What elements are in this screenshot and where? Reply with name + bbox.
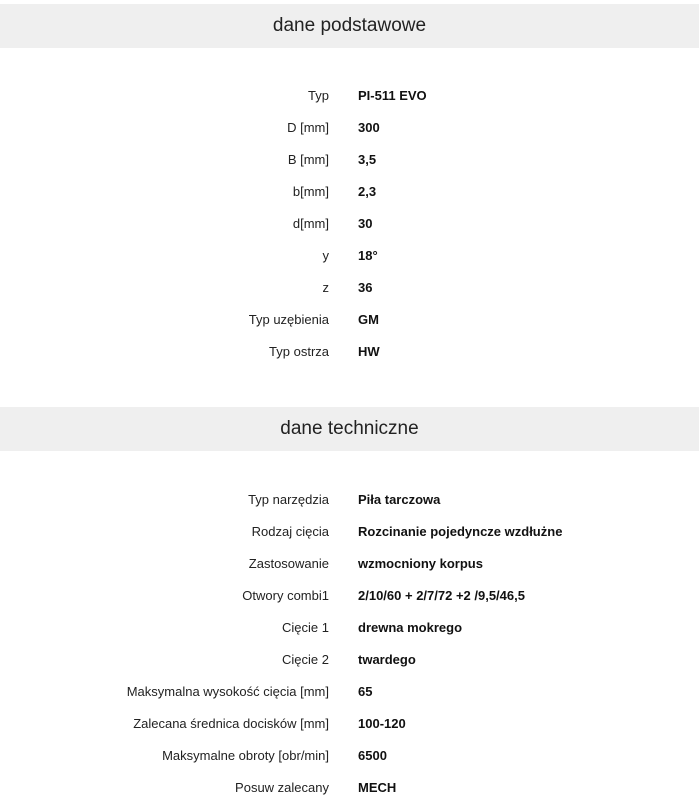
spec-label: Rodzaj cięcia [251,523,329,539]
spec-label: Typ narzędzia [248,491,329,507]
spec-value: 100-120 [358,715,406,731]
spec-row [0,335,699,367]
spec-label: y [322,247,329,263]
spec-label: Cięcie 1 [282,619,329,635]
spec-value: 36 [358,279,373,295]
spec-value: GM [358,311,379,327]
spec-row [0,771,699,803]
spec-label: Cięcie 2 [282,651,329,667]
spec-row [0,739,699,771]
basic-data-section [0,4,699,407]
spec-label: Maksymalne obroty [obr/min] [162,747,329,763]
section-title-technical: dane techniczne [0,407,699,451]
spec-value: 3,5 [358,151,377,167]
spec-value: 6500 [358,747,387,763]
spec-value: 2,3 [358,183,377,199]
spec-label: Typ ostrza [269,343,329,359]
spec-value: 30 [358,215,373,231]
spec-label: Zalecana średnica docisków [mm] [133,715,329,731]
spec-row [0,271,699,303]
spec-label: z [322,279,329,295]
spec-value: 18° [358,247,378,263]
spec-label: Typ uzębienia [248,311,329,327]
spec-value: wzmocniony korpus [358,555,483,571]
spec-value: 65 [358,683,373,699]
technical-spec-table [0,483,699,803]
spec-value: twardego [358,651,416,667]
spec-label: D [mm] [287,119,329,135]
spec-label: Typ [308,87,329,103]
spec-value: drewna mokrego [358,619,463,635]
spec-label: Otwory combi1 [242,587,329,603]
spec-label: Posuw zalecany [235,779,329,795]
technical-data-section [0,407,699,803]
spec-value: HW [358,343,380,359]
spec-row [0,303,699,335]
spec-label: d[mm] [292,215,329,231]
spec-row [0,547,699,579]
spec-row [0,643,699,675]
spec-row [0,111,699,143]
spec-row [0,207,699,239]
spec-value: 2/10/60 + 2/7/72 +2 /9,5/46,5 [358,587,525,603]
spec-row [0,143,699,175]
spec-row [0,707,699,739]
spec-label: Maksymalna wysokość cięcia [mm] [126,683,329,699]
spec-row [0,579,699,611]
section-title-basic: dane podstawowe [0,4,699,48]
spec-row [0,483,699,515]
spec-row [0,611,699,643]
spec-label: b[mm] [292,183,329,199]
spec-value: PI-511 EVO [358,87,427,103]
spec-label: B [mm] [287,151,329,167]
spec-row [0,239,699,271]
spec-row [0,79,699,111]
spec-value: Rozcinanie pojedyncze wzdłużne [358,523,563,539]
basic-spec-table [0,79,699,367]
spec-row [0,175,699,207]
spec-value: 300 [358,119,380,135]
spec-label: Zastosowanie [248,555,329,571]
spec-row [0,675,699,707]
spec-row [0,515,699,547]
spec-value: Piła tarczowa [358,491,441,507]
spec-value: MECH [358,779,397,795]
